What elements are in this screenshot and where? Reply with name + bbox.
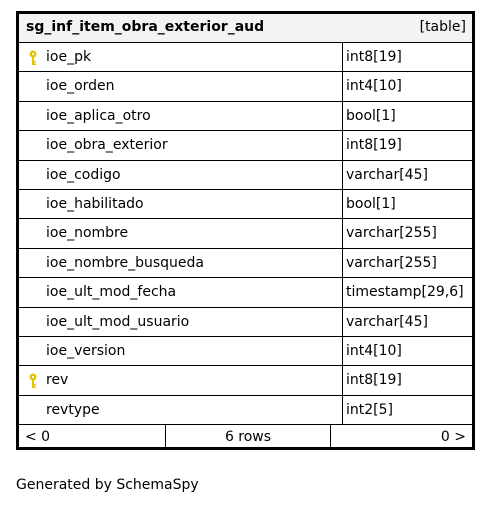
column-name: ioe_pk (46, 49, 92, 65)
column-row[interactable] (19, 366, 472, 395)
column-name: rev (46, 372, 69, 389)
key-icon (28, 373, 38, 389)
column-row[interactable] (19, 219, 472, 248)
column-row[interactable] (19, 43, 472, 72)
column-name: revtype (46, 401, 100, 418)
column-divider (342, 102, 343, 130)
column-name: ioe_ult_mod_usuario (46, 313, 190, 330)
children-count: 0 > (440, 429, 466, 445)
column-list (19, 43, 472, 425)
parents-count-cell (19, 425, 165, 447)
column-row[interactable] (19, 131, 472, 160)
column-divider (342, 308, 343, 336)
column-name: ioe_nombre_busqueda (46, 254, 204, 271)
column-name: ioe_orden (46, 78, 115, 95)
column-name: ioe_ult_mod_fecha (46, 284, 177, 301)
column-row[interactable] (19, 308, 472, 337)
column-divider (342, 278, 343, 306)
column-name: ioe_obra_exterior (46, 137, 168, 154)
key-icon (28, 50, 38, 66)
column-name: ioe_aplica_otro (46, 107, 151, 124)
column-divider (342, 131, 343, 159)
column-type: varchar[45] (346, 166, 428, 183)
column-type: bool[1] (346, 107, 396, 124)
column-divider (342, 337, 343, 365)
row-count: 6 rows (224, 429, 272, 445)
column-type: varchar[255] (346, 254, 437, 271)
column-row[interactable] (19, 278, 472, 307)
column-row[interactable] (19, 161, 472, 190)
column-type: int8[19] (346, 49, 402, 65)
column-row[interactable] (19, 396, 472, 425)
column-row[interactable] (19, 249, 472, 278)
column-name: ioe_habilitado (46, 195, 144, 212)
column-type: int8[19] (346, 372, 402, 389)
table-kind-label: [table] (419, 19, 466, 35)
table-node (16, 11, 475, 450)
table-header (19, 14, 472, 43)
generated-by-text: Generated by SchemaSpy (16, 477, 199, 493)
column-type: bool[1] (346, 195, 396, 212)
column-type: int2[5] (346, 401, 393, 418)
column-type: int4[10] (346, 78, 402, 95)
column-divider (342, 43, 343, 71)
table-footer (19, 425, 472, 447)
column-divider (342, 396, 343, 424)
column-divider (342, 190, 343, 218)
column-name: ioe_codigo (46, 166, 121, 183)
parents-count: < 0 (25, 429, 51, 445)
children-count-cell (331, 425, 472, 447)
column-divider (342, 219, 343, 247)
column-name: ioe_version (46, 342, 126, 359)
row-count-cell (165, 425, 331, 447)
column-row[interactable] (19, 102, 472, 131)
column-row[interactable] (19, 72, 472, 101)
column-row[interactable] (19, 190, 472, 219)
column-type: timestamp[29,6] (346, 284, 464, 301)
column-row[interactable] (19, 337, 472, 366)
column-divider (342, 249, 343, 277)
column-divider (342, 72, 343, 100)
column-type: int8[19] (346, 137, 402, 154)
column-divider (342, 366, 343, 394)
column-type: varchar[45] (346, 313, 428, 330)
column-type: int4[10] (346, 342, 402, 359)
table-name[interactable]: sg_inf_item_obra_exterior_aud (26, 19, 265, 35)
column-type: varchar[255] (346, 225, 437, 242)
column-name: ioe_nombre (46, 225, 129, 242)
column-divider (342, 161, 343, 189)
